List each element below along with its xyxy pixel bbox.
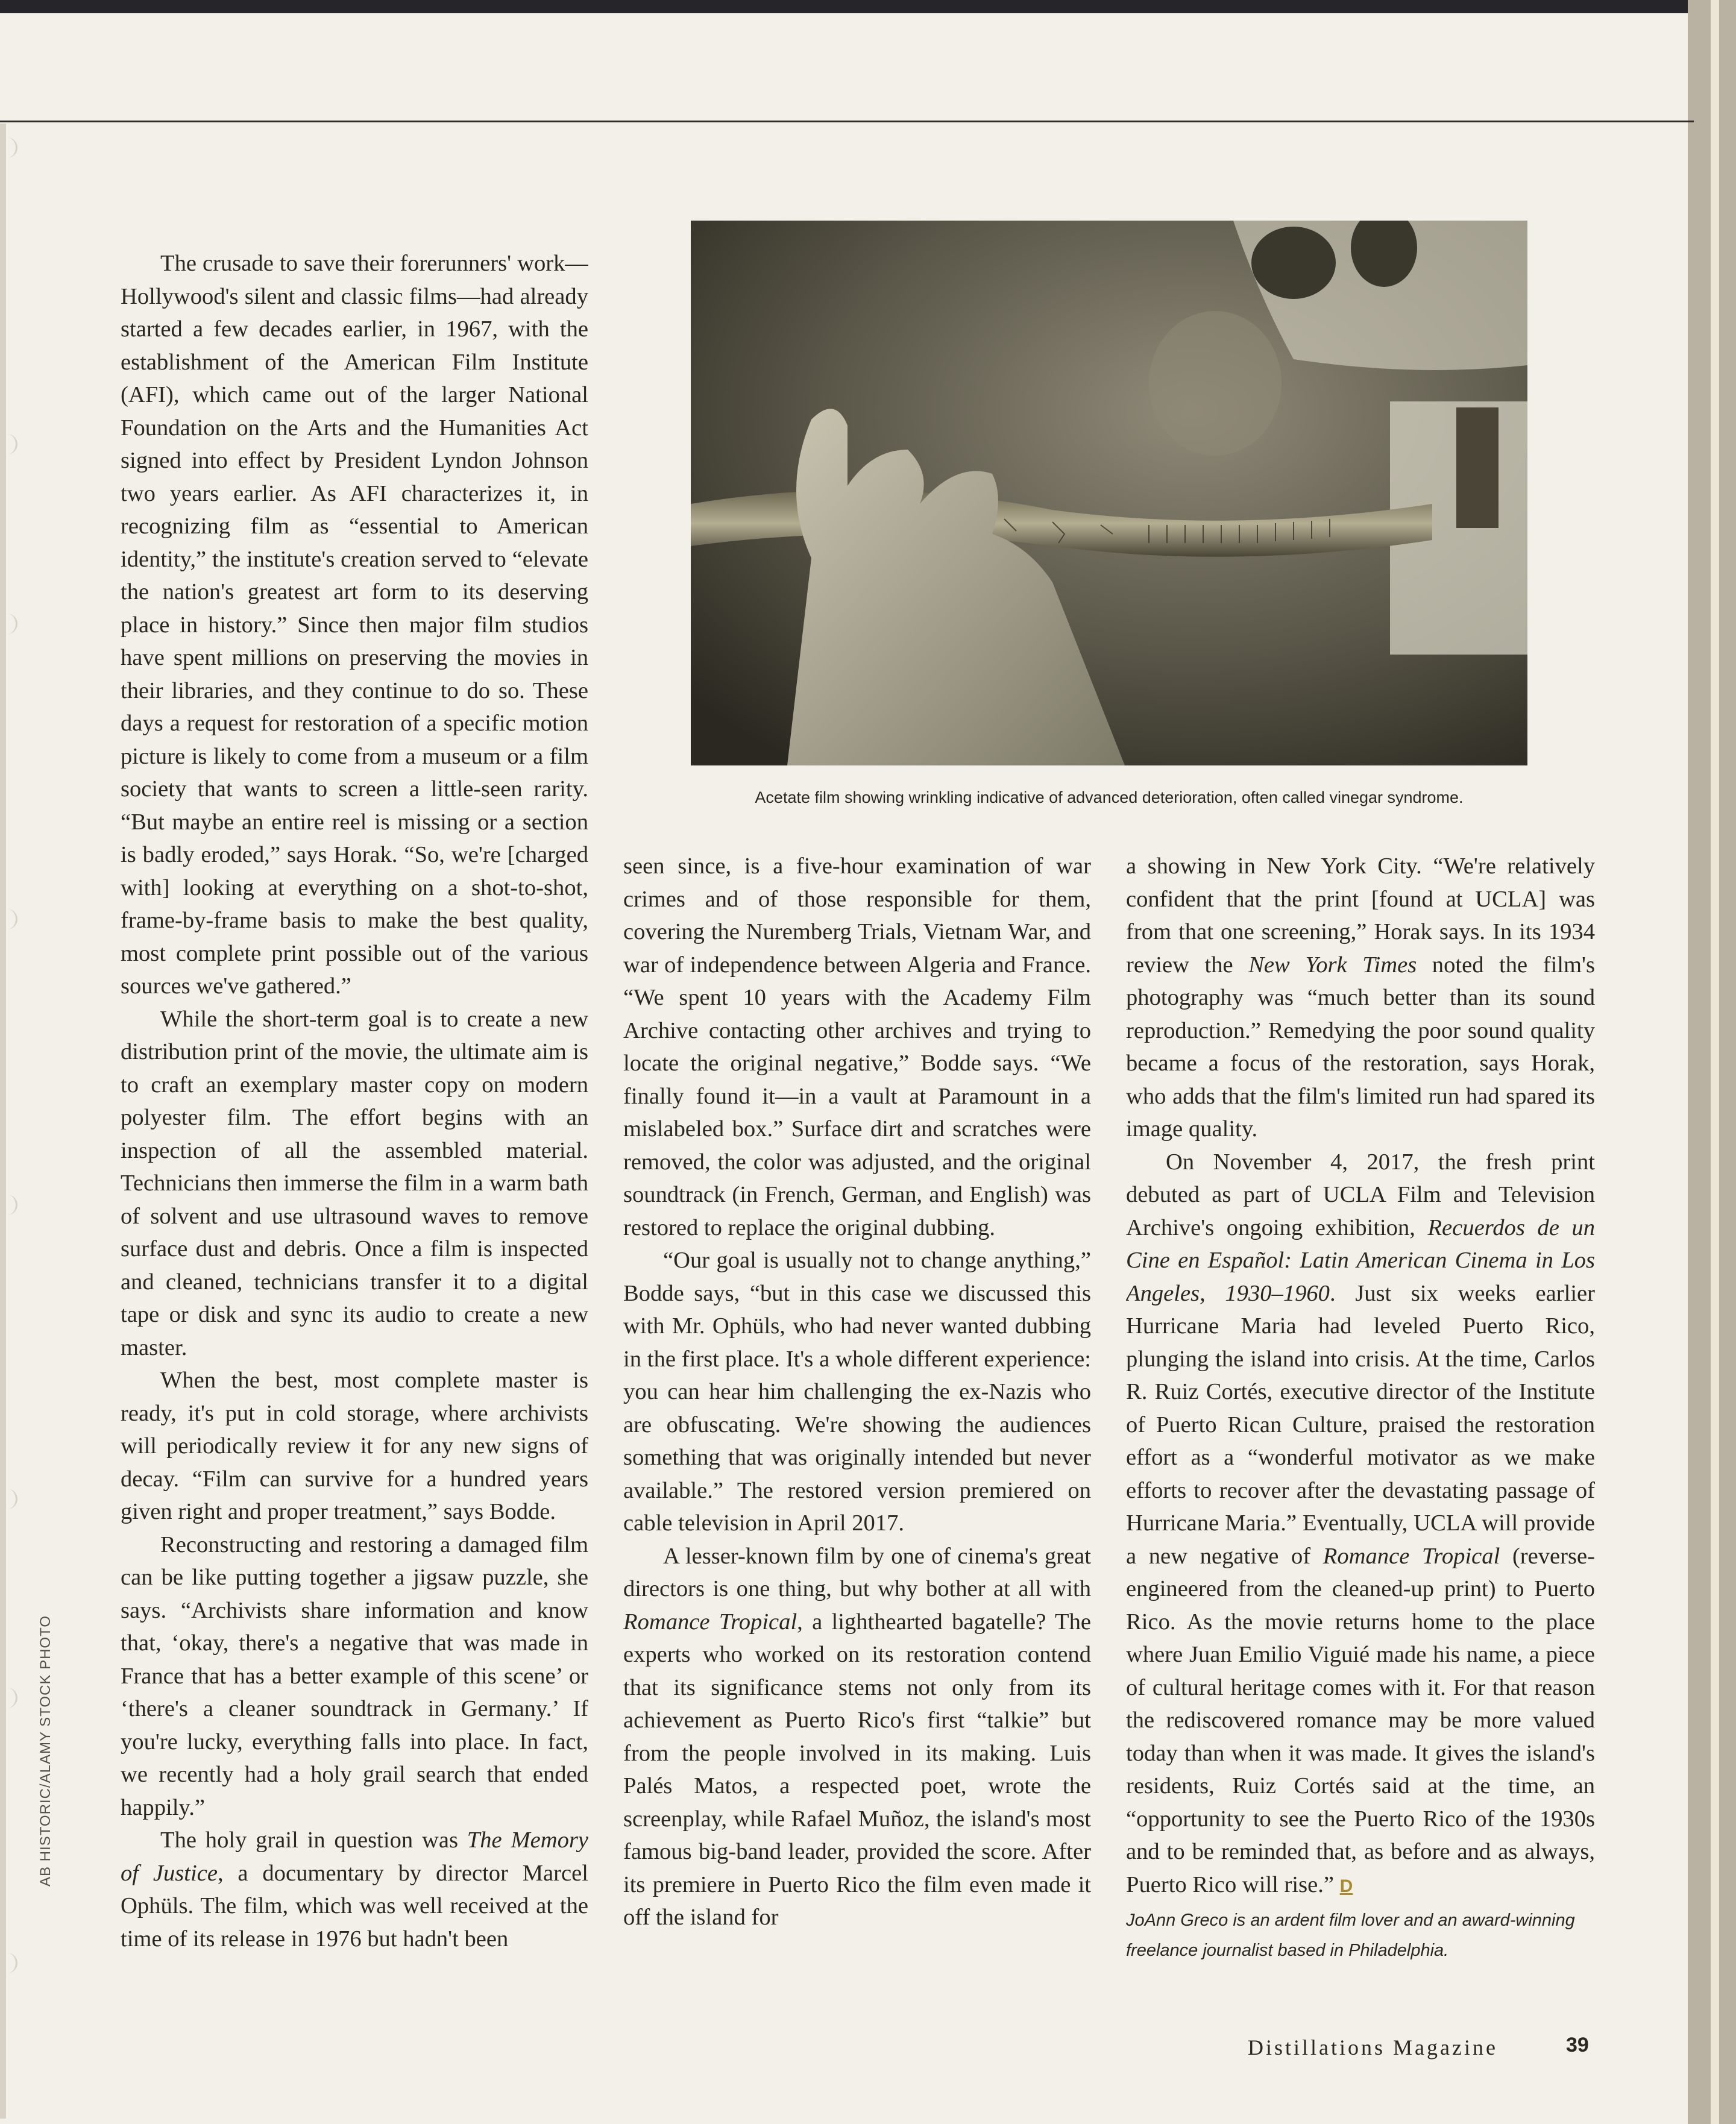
author-bio: JoAnn Greco is an ardent film lover and an award-winning freelance journalist based in Philadelphia. [1126, 1911, 1575, 1960]
paragraph: The holy grail in question was The Memory of Justice, a documentary by director Marcel Ophüls. The film, which was well received at the time of its release in 1976 but hadn't been [121, 1827, 588, 1952]
paragraph: On November 4, 2017, the fresh print debuted as part of UCLA Film and Television Archive's ongoing exhibition, Recuerdos de un Cine en Español: Latin American Cinema in Los Angeles, 1930–1960. Just six weeks earlier Hurricane Maria had leveled Puerto Rico, plunging the island into crisis. At the time, Carlos R. Ruiz Cortés, executive director of the Institute of Puerto Rican Culture, praised the restoration effort as a “wonderful motivator as we make efforts to recover after the devastating passage of Hurricane Maria.” Eventually, UCLA will provide a new negative of Romance Tropical (reverse-engineered from the cleaned-up print) to Puerto Rico. As the movie returns home to the place where Juan Emilio Viguié made his name, a piece of cultural heritage comes with it. For that reason the rediscovered romance may be more valued today than when it was made. It gives the island's residents, Ruiz Cortés said at the time, an “opportunity to see the Puerto Rico of the 1930s and to be reminded that, as before and as always, Puerto Rico will rise.” D [1126, 1149, 1595, 1897]
binder-hole [5, 1489, 17, 1509]
photo-credit: AB HISTORIC/ALAMY STOCK PHOTO [37, 1615, 54, 1887]
article-photo [691, 221, 1527, 765]
photo-caption: Acetate film showing wrinkling indicative of advanced deterioration, often called vinegar syndrome. [755, 788, 1464, 806]
binder-hole [5, 137, 17, 158]
header-rule [0, 121, 1694, 122]
binder-hole [5, 434, 17, 454]
paragraph: Reconstructing and restoring a damaged film can be like putting together a jigsaw puzzle, she says. “Archivists share information and know that, ‘okay, there's a negative that was made in France that has a better example of this scene’ or ‘there's a cleaner soundtrack in Germany.’ If you're lucky, everything falls into place. In fact, we recently had a holy grail search that ended happily.” [121, 1532, 588, 1820]
paragraph: a showing in New York City. “We're relatively confident that the print [found at UCLA] was from that one screening,” Horak says. In its 1934 review the New York Times noted the film's photography was “much better than its sound reproduction.” Remedying the poor sound quality became a focus of the restoration, says Horak, who adds that the film's limited run had spared its image quality. [1126, 853, 1595, 1142]
paragraph: “Our goal is usually not to change anything,” Bodde says, “but in this case we discussed this with Mr. Ophüls, who had never wanted dubbing in the first place. It's a whole different experience: you can hear him challenging the ex-Nazis who are obfuscating. We're showing the audiences something that was originally intended but never available.” The restored version premiered on cable television in April 2017. [623, 1248, 1091, 1536]
paragraph: While the short-term goal is to create a new distribution print of the movie, the ultimate aim is to craft an exemplary master copy on modern polyester film. The effort begins with an inspection of all the assembled material. Technicians then immerse the film in a warm bath of solvent and use ultrasound waves to remove surface dust and debris. Once a film is inspected and cleaned, technicians transfer it to a digital tape or disk and sync its audio to create a new master. [121, 1006, 588, 1360]
binder-hole [5, 1195, 17, 1215]
paragraph: The crusade to save their forerunners' work—Hollywood's silent and classic films—had already started a few decades earlier, in 1967, with the establishment of the American Film Institute (AFI), which came out of the larger National Foundation on the Arts and the Humanities Act signed into effect by President Lyndon Johnson two years earlier. As AFI characterizes it, in recognizing film as “essential to American identity,” the institute's creation served to “elevate the nation's greatest art form to its deserving place in history.” Since then major film studios have spent millions on preserving the movies in their libraries, and they continue to do so. These days a request for restoration of a specific motion picture is likely to come from a museum or a film society that wants to screen a little-seen rarity. “But maybe an entire reel is missing or a section is badly eroded,” says Horak. “So, we're [charged with] looking at everything on a shot-to-shot, frame-by-frame basis to make the best quality, most complete print possible out of the various sources we've gathered.” [121, 251, 588, 999]
binding-edge [0, 124, 6, 2119]
page-number: 39 [1566, 2034, 1589, 2056]
scan-top-edge [0, 0, 1736, 13]
binder-hole [5, 909, 17, 929]
text-column-2 [623, 850, 1091, 1989]
binder-hole [5, 1688, 17, 1708]
paragraph: When the best, most complete master is ready, it's put in cold storage, where archivists will periodically review it for any new signs of decay. “Film can survive for a hundred years given right and proper treatment,” says Bodde. [121, 1368, 588, 1524]
paragraph: A lesser-known film by one of cinema's great directors is one thing, but why bother at all with Romance Tropical, a lighthearted bagatelle? The experts who worked on its restoration contend that its significance stems not only from its achievement as Puerto Rico's first “talkie” but from the people involved in its making. Luis Palés Matos, a respected poet, wrote the screenplay, while Rafael Muñoz, the island's most famous big-band leader, provided the score. After its premiere in Puerto Rico the film even made it off the island for [623, 1543, 1091, 1930]
text-column-3 [1126, 850, 1595, 1989]
scan-right-edge [1688, 0, 1736, 2124]
paragraph: seen since, is a five-hour examination of war crimes and of those responsible for them, covering the Nuremberg Trials, Vietnam War, and war of independence between Algeria and France. “We spent 10 years with the Academy Film Archive contacting other archives and trying to locate the original negative,” Bodde says. “We finally found it—in a vault at Paramount in a mislabeled box.” Surface dirt and scratches were removed, the color was adjusted, and the original soundtrack (in French, German, and English) was restored to replace the original dubbing. [623, 853, 1091, 1240]
footer-magazine-name: Distillations Magazine [1248, 2035, 1498, 2060]
binder-hole [5, 614, 17, 634]
binder-hole [5, 1953, 17, 1973]
end-mark-icon: D [1339, 1876, 1353, 1896]
text-column-1 [121, 247, 588, 1989]
film-strip-photo-icon [691, 221, 1527, 765]
